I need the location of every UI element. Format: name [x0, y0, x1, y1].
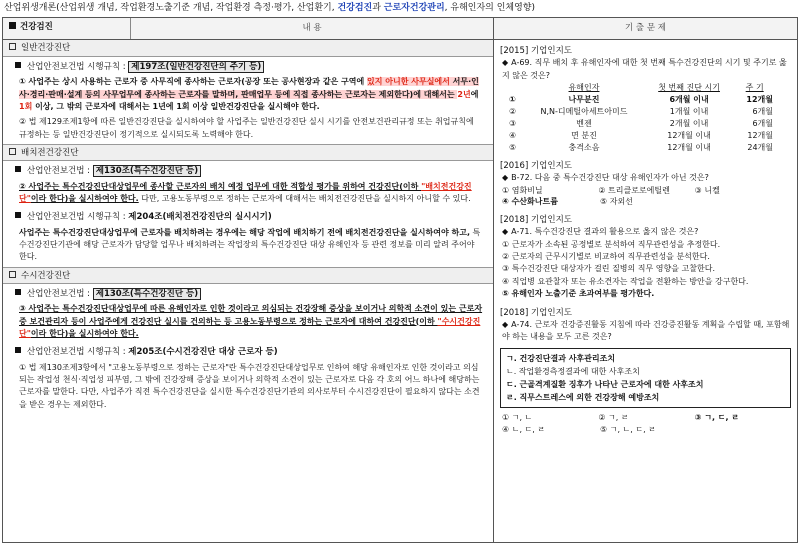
cell: 충격소음 — [568, 143, 600, 153]
option: ① 근로자가 소속된 공정별로 분석하여 직무관련성을 추정한다. — [502, 239, 721, 249]
option: ③ 니켈 — [694, 185, 720, 195]
blank-cell — [506, 82, 523, 94]
section-general-title — [3, 40, 493, 57]
header-prefix: 산업위생개론(산업위생 개념, 작업환경노출기준 개념, 작업환경 측정·평가, 산업환기, — [4, 3, 338, 13]
choice: ㄴ. 작업환경측정결과에 대한 사후조치 — [506, 366, 640, 376]
table-header — [3, 18, 797, 40]
text: ② 사업주는 특수건강진단대상업무에 종사할 근로자의 배치 예정 업무에 대한 적합성 평가를 위하여 건강진단(이하 — [19, 181, 422, 191]
choice: ㄷ. 근골격계질환 징후가 나타난 근로자에 대한 사후조치 — [506, 380, 704, 390]
paragraph-1 — [15, 181, 483, 206]
exam-2018-a74 — [500, 307, 791, 436]
section-occasional-title — [3, 267, 493, 284]
exam-year: [2015] 기업인지도 — [500, 46, 573, 56]
article-label: 제197조(일반건강진단의 주기 등) — [128, 61, 264, 73]
text: 에 — [470, 89, 479, 99]
option: ② ㄱ, ㄹ — [598, 413, 629, 423]
law-ref — [15, 165, 483, 177]
cell: 12개월 이내 — [667, 131, 711, 141]
exam-header: 기 출 문 제 — [625, 23, 666, 33]
option: ④ 수산화나트륨 — [502, 197, 558, 207]
red-text: 2년 — [457, 89, 471, 99]
col-header: 주 기 — [745, 83, 764, 93]
law-label: 산업안전보건법 : — [27, 166, 93, 177]
law-ref — [15, 346, 483, 358]
cell: 24개월 — [747, 143, 773, 153]
square-bullet-icon — [15, 347, 21, 353]
topic-label: 건강검진 — [20, 22, 53, 32]
options-row — [500, 185, 791, 197]
section-placement-title — [3, 144, 493, 161]
article-label: 제130조(특수건강진단 등) — [93, 288, 201, 300]
cell: 6개월 — [752, 107, 773, 117]
cell: 1개월 이내 — [669, 107, 709, 117]
cell: 6개월 — [752, 119, 773, 129]
content-column — [3, 40, 494, 543]
answer-table — [506, 82, 776, 154]
cell: N,N-디메틸아세트아미드 — [540, 107, 628, 117]
option: ② 트리클로로에틸렌 — [598, 185, 670, 195]
text: 이라 한다)을 실시하여야 한다. — [30, 193, 139, 203]
header-line — [0, 0, 800, 17]
cell: ⑤ — [509, 143, 517, 153]
answer-row — [506, 106, 776, 118]
text: 서무·인사·경리·판매·설계 등의 사무업무에 종사하는 근로자를 말하며, 판매업무 등에 직접 종사하는 근로자는 제외한다)에 대해서는 — [19, 77, 479, 99]
options-row — [500, 412, 791, 424]
exam-year: [2018] 기업인지도 — [500, 214, 573, 225]
option: ③ ㄱ, ㄷ, ㄹ — [694, 413, 740, 423]
option: ③ 특수건강진단 대상자가 걸린 질병의 직무 영향을 고찰한다. — [502, 264, 715, 274]
article-label: 제205조(수시건강진단 대상 근로자 등) — [128, 347, 278, 358]
answer-row — [506, 130, 776, 142]
cell: ③ — [509, 119, 517, 129]
paragraph-2: ② 법 제129조제1항에 따른 일반건강진단을 실시하여야 할 사업주는 일반건강진단 실시 시기를 안전보건관리규정 또는 취업규칙에 규정하는 등 일반건강진단이 정기적으로 실시되도록 노력해야 한다. — [19, 117, 474, 139]
question-text: B-72. 다음 중 특수건강진단 대상 유해인자가 아닌 것은? — [511, 173, 709, 183]
section-general — [3, 57, 493, 144]
cell: 12개월 — [747, 131, 773, 141]
choice: ㄹ. 직무스트레스에 의한 건강장해 예방조치 — [506, 393, 660, 403]
text: ③ 사업주는 특수건강진단대상업무에 따른 유해인자로 인한 것이라고 의심되는 건강장해 증상을 보이거나 의학적 소견이 있는 근로자 중 보건관리자 등이 사업주에게 건강진단 실시를 건의하는 등 고용노동부령으로 정하는 근로자에 대하여 건강진단(이하 — [19, 304, 483, 326]
law-ref — [15, 61, 483, 73]
law-label: 산업안전보건법 시행규칙 : — [27, 62, 129, 72]
cell: ② — [509, 107, 517, 117]
question-text: A-74. 근로자 건강증진활동 지침에 따라 건강증진활동 계획을 수립할 때, 포함해야 하는 내용을 모두 고른 것은? — [502, 319, 790, 342]
option: ④ ㄴ, ㄷ, ㄹ — [502, 425, 546, 435]
option: ① ㄱ, ㄴ — [502, 413, 533, 423]
header-mid: 과 — [372, 3, 384, 13]
square-bullet-icon — [15, 289, 21, 295]
option: ④ 직업병 요관찰자 또는 유소견자는 작업을 전환하는 방안을 강구한다. — [502, 276, 749, 286]
col-header: 유해인자 — [568, 83, 600, 93]
question-text: A-71. 특수건강진단 결과의 활용으로 옳지 않은 것은? — [511, 227, 699, 237]
cell: 12개월 이내 — [667, 143, 711, 153]
highlight-text: 있지 아니한 사무실에서 — [367, 77, 450, 87]
content-table — [2, 17, 798, 543]
diamond-bullet-icon: ◆ — [502, 173, 509, 183]
section-title: 배치전건강진단 — [21, 148, 79, 159]
option: ② 근로자의 근무시기별로 비교하여 직무관련성을 분석한다. — [502, 252, 710, 262]
topic-cell — [3, 18, 131, 39]
text: 다만, 고용노동부령으로 정하는 근로자에 대해서는 배치전건강진단을 실시하지 아니할 수 있다. — [138, 193, 471, 203]
paragraph-2 — [15, 227, 483, 264]
text: ① 사업주는 상시 사용하는 근로자 중 사무직에 종사하는 근로자(공장 또는 공사현장과 같은 구역에 — [19, 77, 368, 87]
exam-column — [494, 40, 797, 543]
cell: 면 분진 — [571, 131, 597, 141]
exam-question — [500, 57, 791, 82]
cell: 12개월 — [746, 95, 773, 105]
answer-row — [506, 142, 776, 154]
exam-2015 — [500, 45, 791, 154]
col-header: 첫 번째 진단 시기 — [658, 83, 720, 93]
exam-question — [500, 226, 791, 238]
text: 사업주는 특수건강진단대상업무에 근로자를 배치하려는 경우에는 해당 작업에 배치하기 전에 배치전건강진단을 실시하여야 하고, — [19, 227, 470, 237]
exam-2018-a71 — [500, 214, 791, 301]
section-title: 수시건강진단 — [21, 270, 71, 281]
cell: 벤젠 — [576, 119, 592, 129]
paragraph-2: ① 법 제130조제3항에서 "고용노동부령으로 정하는 근로자"란 특수건강진단대상업무로 인하여 해당 유해인자로 인한 것이라고 의심되는 작업성 천식·직업성 피부염, 그 밖에 건강장해 증상을 보이거나 의학적 소견이 있는 근로자로 다음 각 호의 어느 하나에 해당하는 근로자를 말한다. 다만, 사업주가 직전 특수건강진단을 실시한 특수건강진단기관의 의사로부터 수시건강진단이 필요하지 않다는 소견을 받은 경우는 제외한다. — [19, 362, 480, 409]
cell: ① — [509, 95, 516, 105]
exam-question — [500, 319, 791, 344]
options-row — [500, 424, 791, 436]
paragraph-1 — [15, 76, 483, 113]
option: ⑤ 유해인자 노출기준 초과여부를 평가한다. — [502, 289, 655, 299]
options-row — [500, 196, 791, 208]
choices-box — [500, 348, 791, 409]
law-label: 산업안전보건법 시행규칙 : — [27, 212, 129, 223]
law-label: 산업안전보건법 시행규칙 : — [27, 347, 129, 358]
exam-year: [2016] 기업인지도 — [500, 161, 573, 172]
cell: 2개월 이내 — [669, 119, 709, 129]
section-title: 일반건강진단 — [21, 43, 71, 53]
paragraph-1 — [15, 303, 483, 340]
exam-2016 — [500, 160, 791, 208]
square-bullet-icon — [15, 166, 21, 172]
law-ref — [15, 211, 483, 223]
cell: ④ — [509, 131, 517, 141]
cell: 나무분진 — [568, 95, 600, 105]
red-text: "수시건강진단" — [19, 316, 481, 338]
options-list — [500, 239, 791, 301]
article-label: 제130조(특수건강진단 등) — [93, 165, 201, 177]
cell: 6개월 이내 — [669, 95, 709, 105]
header-suffix: , 유해인자의 인체영향) — [444, 3, 535, 13]
exam-question — [500, 172, 791, 184]
checkbox-icon — [9, 271, 16, 278]
question-text: A-69. 직무 배치 후 유해인자에 대한 첫 번째 특수건강진단의 시기 및 주기로 옳지 않은 것은? — [502, 58, 787, 80]
red-text: 1회 — [19, 102, 33, 112]
article-label: 제204조(배치전건강진단의 실시시기) — [128, 212, 272, 223]
option: ① 염화비닐 — [502, 185, 543, 195]
square-bullet-icon — [15, 62, 21, 68]
checkbox-icon — [9, 43, 16, 50]
text: 특수건강진단기관에 해당 근로자가 담당할 업무나 배치하려는 작업장의 특수건강진단 대상 유해인자 등 관련 정보를 미리 알려 주어야 한다. — [19, 227, 481, 262]
diamond-bullet-icon: ◆ — [502, 319, 509, 329]
header-highlight-worker-health: 근로자건강관리 — [383, 3, 445, 13]
law-label: 산업안전보건법 : — [27, 288, 93, 299]
answer-row — [506, 94, 776, 106]
section-placement — [3, 161, 493, 267]
diamond-bullet-icon: ◆ — [502, 227, 509, 237]
law-ref — [15, 288, 483, 300]
square-bullet-icon — [9, 22, 16, 29]
answer-table-header — [506, 82, 776, 94]
option: ⑤ 자외선 — [600, 197, 633, 207]
section-occasional — [3, 284, 493, 414]
content-header: 내 용 — [131, 18, 494, 39]
red-text: "배치전건강진단" — [19, 181, 472, 203]
square-bullet-icon — [15, 212, 21, 218]
answer-row — [506, 118, 776, 130]
text: 이상, 그 밖의 근로자에 대해서는 1년에 1회 이상 일반건강진단을 실시해야 한다. — [32, 102, 320, 112]
exam-year: [2018] 기업인지도 — [500, 307, 573, 318]
checkbox-icon — [9, 148, 16, 155]
option: ⑤ ㄱ, ㄴ, ㄷ, ㄹ — [600, 425, 656, 435]
choice: ㄱ. 건강진단결과 사후관리조치 — [506, 353, 616, 363]
diamond-bullet-icon: ◆ — [502, 58, 509, 68]
header-highlight-health-exam: 건강검진 — [337, 3, 373, 13]
text: 이라 한다)을 실시하여야 한다. — [30, 328, 139, 338]
